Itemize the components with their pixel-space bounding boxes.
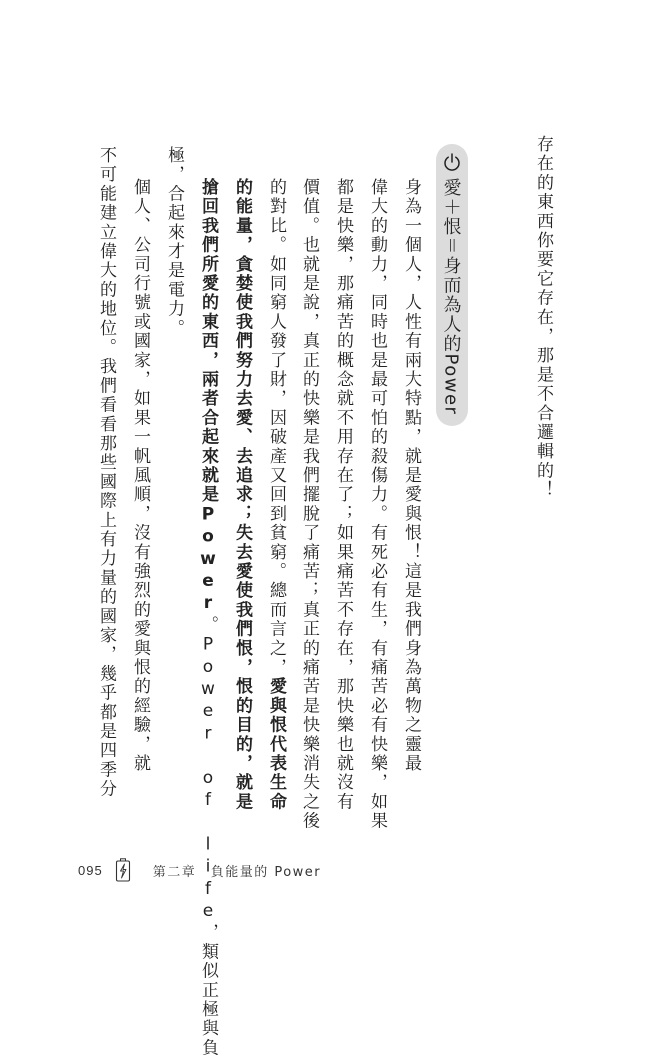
para1-line-3: 都是快樂，那痛苦的概念就不用存在了；如果痛苦不存在，那快樂也就沒有: [333, 178, 353, 812]
heading-suffix: Power: [440, 353, 462, 416]
intro-text-line: 存在的東西你要它存在，那是不合邏輯的！: [533, 135, 553, 500]
para1-line-7-emphasis: 搶回我們所愛的東西，兩者合起來就是Power: [198, 178, 218, 616]
para1-line-7-text: 。Power of life，類似正極與負: [198, 615, 218, 1058]
battery-icon: [115, 858, 131, 882]
para1-line-2: 偉大的動力，同時也是最可怕的殺傷力。有死必有生，有痛苦必有快樂，如果: [367, 178, 387, 831]
para1-line-5-text: 的對比。如同窮人發了財，因破產又回到貧窮。總而言之，: [266, 178, 286, 678]
para1-line-8: 極，合起來才是電力。: [164, 146, 184, 338]
para1-line-5: [265, 178, 287, 812]
page-footer: [78, 858, 321, 882]
para1-line-5-emphasis: 愛與恨代表生命: [266, 677, 286, 812]
section-heading: [436, 144, 468, 426]
para2-line-2: 不可能建立偉大的地位。我們看看那些國際上有力量的國家，幾乎都是四季分: [96, 146, 116, 799]
para1-line-6: 的能量，貪婪使我們努力去愛、去追求；失去愛使我們恨，恨的目的，就是: [232, 178, 252, 812]
section-heading-text: [438, 178, 467, 415]
para1-line-1: 身為一個人，人性有兩大特點，就是愛與恨！這是我們身為萬物之靈最: [401, 178, 421, 774]
page-number: 095: [78, 862, 103, 878]
para2-line-1: 個人、公司行號或國家，如果一帆風順，沒有強烈的愛與恨的經驗，就: [130, 178, 150, 774]
para1-line-7: [197, 178, 219, 1058]
para1-line-4: 價值。也就是說，真正的快樂是我們擺脫了痛苦；真正的痛苦是快樂消失之後: [299, 178, 319, 831]
power-icon: [442, 152, 462, 172]
heading-prefix: 愛＋恨＝身而為人的: [440, 178, 462, 354]
chapter-title: 第二章 負能量的 Power: [152, 864, 322, 880]
